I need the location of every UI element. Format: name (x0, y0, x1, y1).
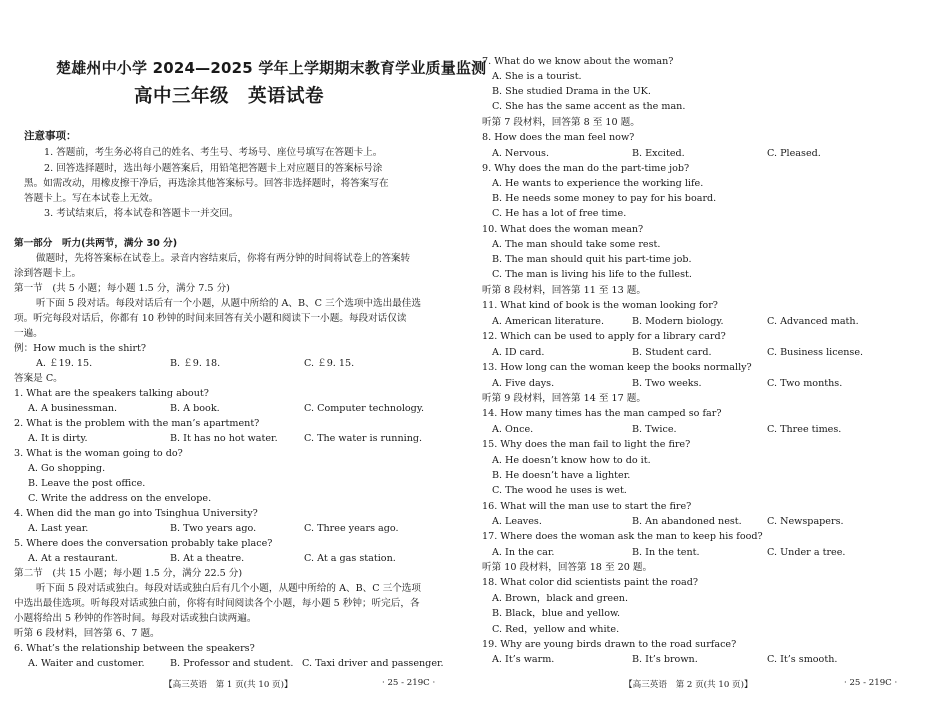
example-question: 例：How much is the shirt? (14, 343, 147, 354)
question-2: 2. What is the problem with the man’s apartment? (14, 418, 260, 429)
example-answer: 答案是 C。 (14, 373, 63, 384)
part1-intro: 涂到答题卡上。 (14, 268, 82, 279)
exam-code: · 25 - 219C · (382, 678, 436, 688)
option-b: B. ￡9. 18. (170, 358, 221, 369)
page-footer-left: 【高三英语 第 1 页(共 10 页)】 (164, 680, 293, 690)
option-a: A. He doesn’t know how to do it. (492, 455, 651, 466)
option-c: C. Write the address on the envelope. (28, 493, 212, 504)
option-c: C. She has the same accent as the man. (492, 101, 686, 112)
option-b: B. She studied Drama in the UK. (492, 86, 651, 97)
question-5: 5. Where does the conversation probably take place? (14, 538, 273, 549)
option-c: C. Three times. (767, 424, 842, 435)
option-b: B. He doesn’t have a lighter. (492, 470, 631, 481)
option-b: B. It’s brown. (632, 654, 698, 665)
option-b: B. Black，blue and yellow. (492, 608, 621, 619)
option-a: A. Brown，black and green. (492, 593, 628, 604)
option-a: A. Five days. (492, 378, 555, 389)
notice-line: 黑。如需改动，用橡皮擦干净后，再选涂其他答案标号。回答非选择题时，将答案写在 (24, 178, 389, 189)
question-9: 9. Why does the man do the part-time job? (482, 163, 690, 174)
exam-title: 楚雄州中小学 2024—2025 学年上学期期末教育学业质量监测 (56, 59, 487, 77)
section1-instructions: 一遍。 (14, 328, 43, 339)
option-b: B. Student card. (632, 347, 712, 358)
question-10: 10. What does the woman mean? (482, 224, 644, 235)
question-1: 1. What are the speakers talking about? (14, 388, 209, 399)
option-a: A. ID card. (492, 347, 545, 358)
option-a: A. ￡19. 15. (36, 358, 93, 369)
option-b: B. A book. (170, 403, 220, 414)
section2-instructions: 中选出最佳选项。听每段对话或独白前，你将有时间阅读各个小题，每小题 5 秒钟；听完后，各 (14, 598, 420, 609)
material-heading: 听第 8 段材料，回答第 11 至 13 题。 (482, 285, 646, 296)
option-a: A. He wants to experience the working life. (492, 178, 704, 189)
part1-heading: 第一部分 听力(共两节，满分 30 分) (14, 238, 178, 249)
section2-instructions: 听下面 5 段对话或独白。每段对话或独白后有几个小题，从题中所给的 A、B、C 三个选项 (36, 583, 421, 594)
notice-heading: 注意事项： (24, 130, 77, 142)
option-a: A. She is a tourist. (492, 71, 582, 82)
question-19: 19. Why are young birds drawn to the road surface? (482, 639, 737, 650)
option-c: C. Taxi driver and passenger. (302, 658, 444, 669)
option-b: B. Twice. (632, 424, 677, 435)
option-c: C. The water is running. (304, 433, 423, 444)
option-a: A. Once. (492, 424, 534, 435)
option-b: B. An abandoned nest. (632, 516, 742, 527)
option-c: C. Under a tree. (767, 547, 846, 558)
option-a: A. Nervous. (492, 148, 550, 159)
option-a: A. American literature. (492, 316, 605, 327)
option-a: A. Waiter and customer. (28, 658, 145, 669)
option-a: A. In the car. (492, 547, 555, 558)
option-c: C. The wood he uses is wet. (492, 485, 627, 496)
option-b: B. It has no hot water. (170, 433, 278, 444)
option-a: A. At a restaurant. (28, 553, 118, 564)
page-footer-right: 【高三英语 第 2 页(共 10 页)】 (624, 680, 753, 690)
option-b: B. Professor and student. (170, 658, 294, 669)
option-b: B. Two years ago. (170, 523, 257, 534)
option-b: B. Leave the post office. (28, 478, 146, 489)
option-c: C. The man is living his life to the fullest. (492, 269, 692, 280)
section2-heading: 第二节 (共 15 小题；每小题 1.5 分，满分 22.5 分) (14, 568, 243, 579)
question-12: 12. Which can be used to apply for a library card? (482, 331, 726, 342)
question-14: 14. How many times has the man camped so far? (482, 408, 722, 419)
notice-line: 1. 答题前，考生务必将自己的姓名、考生号、考场号、座位号填写在答题卡上。 (44, 147, 383, 158)
material-heading: 听第 10 段材料，回答第 18 至 20 题。 (482, 562, 653, 573)
notice-line: 答题卡上。写在本试卷上无效。 (24, 193, 159, 204)
material-heading: 听第 6 段材料，回答第 6、7 题。 (14, 628, 160, 639)
option-c: C. It’s smooth. (767, 654, 838, 665)
exam-subtitle: 高中三年级 英语试卷 (134, 86, 325, 107)
question-4: 4. When did the man go into Tsinghua University? (14, 508, 258, 519)
option-c: C. Two months. (767, 378, 843, 389)
option-a: A. Leaves. (492, 516, 542, 527)
option-b: B. The man should quit his part-time job. (492, 254, 692, 265)
option-b: B. Excited. (632, 148, 685, 159)
option-c: C. At a gas station. (304, 553, 396, 564)
option-c: C. Computer technology. (304, 403, 425, 414)
option-a: A. Last year. (28, 523, 89, 534)
material-heading: 听第 9 段材料，回答第 14 至 17 题。 (482, 393, 646, 404)
question-13: 13. How long can the woman keep the books normally? (482, 362, 752, 373)
exam-code: · 25 - 219C · (844, 678, 898, 688)
notice-line: 2. 回答选择题时，选出每小题答案后，用铅笔把答题卡上对应题目的答案标号涂 (44, 163, 383, 174)
question-3: 3. What is the woman going to do? (14, 448, 183, 459)
option-a: A. A businessman. (28, 403, 118, 414)
question-8: 8. How does the man feel now? (482, 132, 635, 143)
option-c: C. He has a lot of free time. (492, 208, 627, 219)
part1-intro: 做题时，先将答案标在试卷上。录音内容结束后，你将有两分钟的时间将试卷上的答案转 (36, 253, 411, 264)
material-heading: 听第 7 段材料，回答第 8 至 10 题。 (482, 117, 640, 128)
section1-heading: 第一节 (共 5 小题；每小题 1.5 分，满分 7.5 分) (14, 283, 230, 294)
option-a: A. Go shopping. (28, 463, 106, 474)
question-7: 7. What do we know about the woman? (482, 56, 674, 67)
option-c: C. Advanced math. (767, 316, 859, 327)
question-15: 15. Why does the man fail to light the fire? (482, 439, 691, 450)
option-c: C. Red，yellow and white. (492, 624, 620, 635)
notice-line: 3. 考试结束后，将本试卷和答题卡一并交回。 (44, 208, 239, 219)
option-b: B. Modern biology. (632, 316, 724, 327)
option-a: A. It’s warm. (492, 654, 555, 665)
option-c: C. Newspapers. (767, 516, 844, 527)
question-11: 11. What kind of book is the woman looking for? (482, 300, 718, 311)
section1-instructions: 项。听完每段对话后，你都有 10 秒钟的时间来回答有关小题和阅读下一小题。每段对话仅读 (14, 313, 407, 324)
option-c: C. Business license. (767, 347, 864, 358)
option-a: A. The man should take some rest. (492, 239, 661, 250)
section2-instructions: 小题将给出 5 秒钟的作答时间。每段对话或独白读两遍。 (14, 613, 257, 624)
option-b: B. Two weeks. (632, 378, 702, 389)
option-c: C. Three years ago. (304, 523, 399, 534)
option-c: C. ￡9. 15. (304, 358, 355, 369)
question-17: 17. Where does the woman ask the man to keep his food? (482, 531, 763, 542)
option-b: B. In the tent. (632, 547, 700, 558)
option-a: A. It is dirty. (28, 433, 88, 444)
option-b: B. At a theatre. (170, 553, 245, 564)
section1-instructions: 听下面 5 段对话。每段对话后有一个小题，从题中所给的 A、B、C 三个选项中选出最佳选 (36, 298, 421, 309)
option-c: C. Pleased. (767, 148, 821, 159)
question-18: 18. What color did scientists paint the road? (482, 577, 699, 588)
question-16: 16. What will the man use to start the fire? (482, 501, 692, 512)
option-b: B. He needs some money to pay for his board. (492, 193, 717, 204)
question-6: 6. What’s the relationship between the speakers? (14, 643, 255, 654)
